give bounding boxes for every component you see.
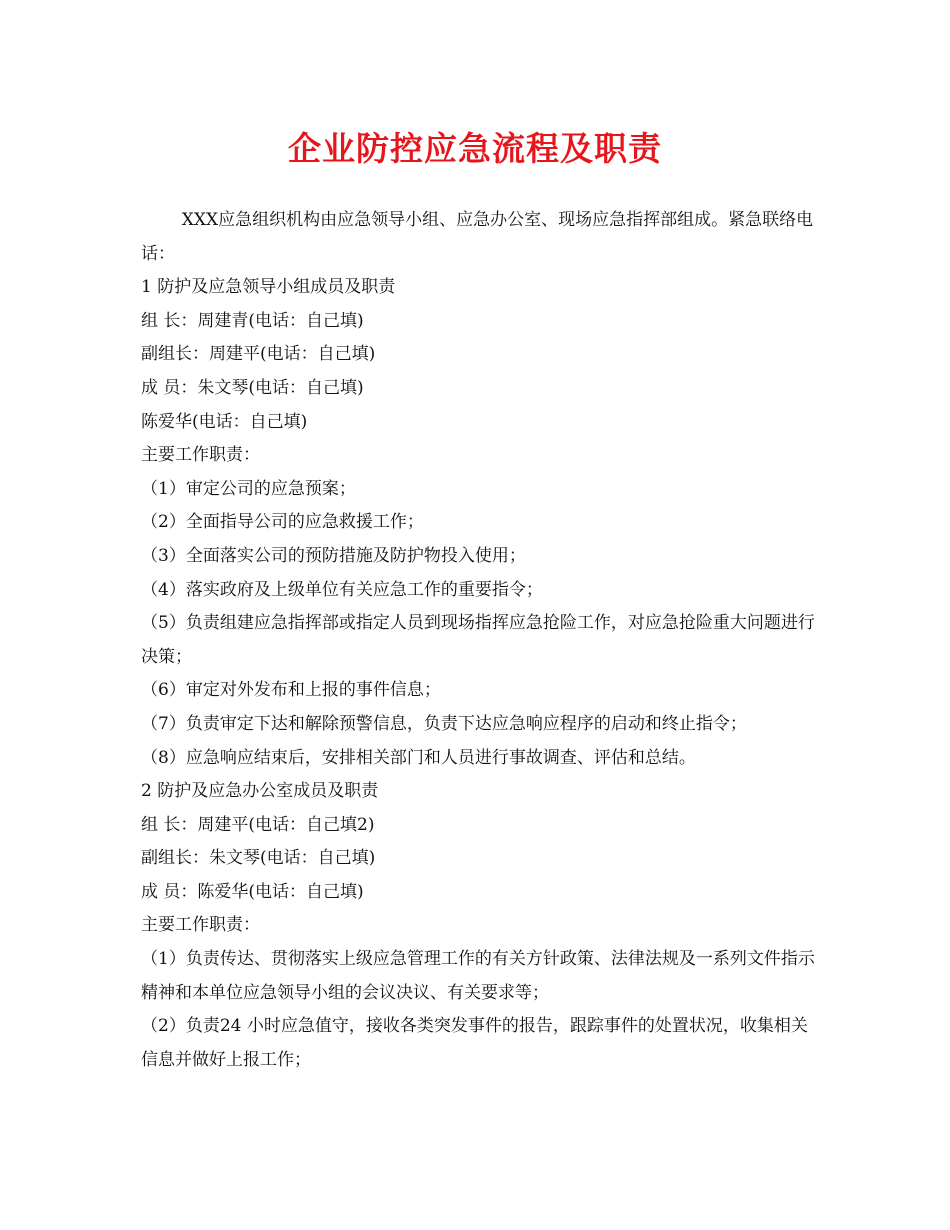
section1-duties-label: 主要工作职责： <box>141 445 260 466</box>
duty-item: （1）审定公司的应急预案； <box>141 478 356 499</box>
section2-deputy: 副组长：朱文琴(电话：自己填) <box>141 848 376 869</box>
duty-item: （2）负责24 小时应急值守，接收各类突发事件的报告，跟踪事件的处置状况，收集相关信息并做好上报工作； <box>141 1016 808 1070</box>
duty-item: （5）负责组建应急指挥部或指定人员到现场指挥应急抢险工作，对应急抢险重大问题进行决策； <box>141 613 815 667</box>
section1-heading: 1 防护及应急领导小组成员及职责 <box>141 277 396 298</box>
duty-item: （2）全面指导公司的应急救援工作； <box>141 512 424 533</box>
section1-leader: 组 长：周建青(电话：自己填) <box>141 310 364 331</box>
intro-paragraph: XXX应急组织机构由应急领导小组、应急办公室、现场应急指挥部组成。紧急联络电话： <box>141 210 814 264</box>
document-body <box>141 204 821 1077</box>
document-title: 企业防控应急流程及职责 <box>288 129 662 168</box>
section2-heading: 2 防护及应急办公室成员及职责 <box>141 781 379 802</box>
section2-member: 成 员：陈爱华(电话：自己填) <box>141 881 364 902</box>
section1-member: 成 员：朱文琴(电话：自己填) <box>141 377 364 398</box>
duty-item: （7）负责审定下达和解除预警信息，负责下达应急响应程序的启动和终止指令； <box>141 713 747 734</box>
duty-item: （8）应急响应结束后，安排相关部门和人员进行事故调查、评估和总结。 <box>141 747 696 768</box>
duty-item: （4）落实政府及上级单位有关应急工作的重要指令； <box>141 579 543 600</box>
section1-deputy: 副组长：周建平(电话：自己填) <box>141 344 376 365</box>
duty-item: （6）审定对外发布和上报的事件信息； <box>141 680 441 701</box>
duty-item: （3）全面落实公司的预防措施及防护物投入使用； <box>141 545 526 566</box>
duty-item: （1）负责传达、贯彻落实上级应急管理工作的有关方针政策、法律法规及一系列文件指示精神和本单位应急领导小组的会议决议、有关要求等； <box>141 949 815 1003</box>
section2-duties-label: 主要工作职责： <box>141 915 260 936</box>
section1-member: 陈爱华(电话：自己填) <box>141 411 308 432</box>
section2-leader: 组 长：周建平(电话：自己填2) <box>141 814 375 835</box>
